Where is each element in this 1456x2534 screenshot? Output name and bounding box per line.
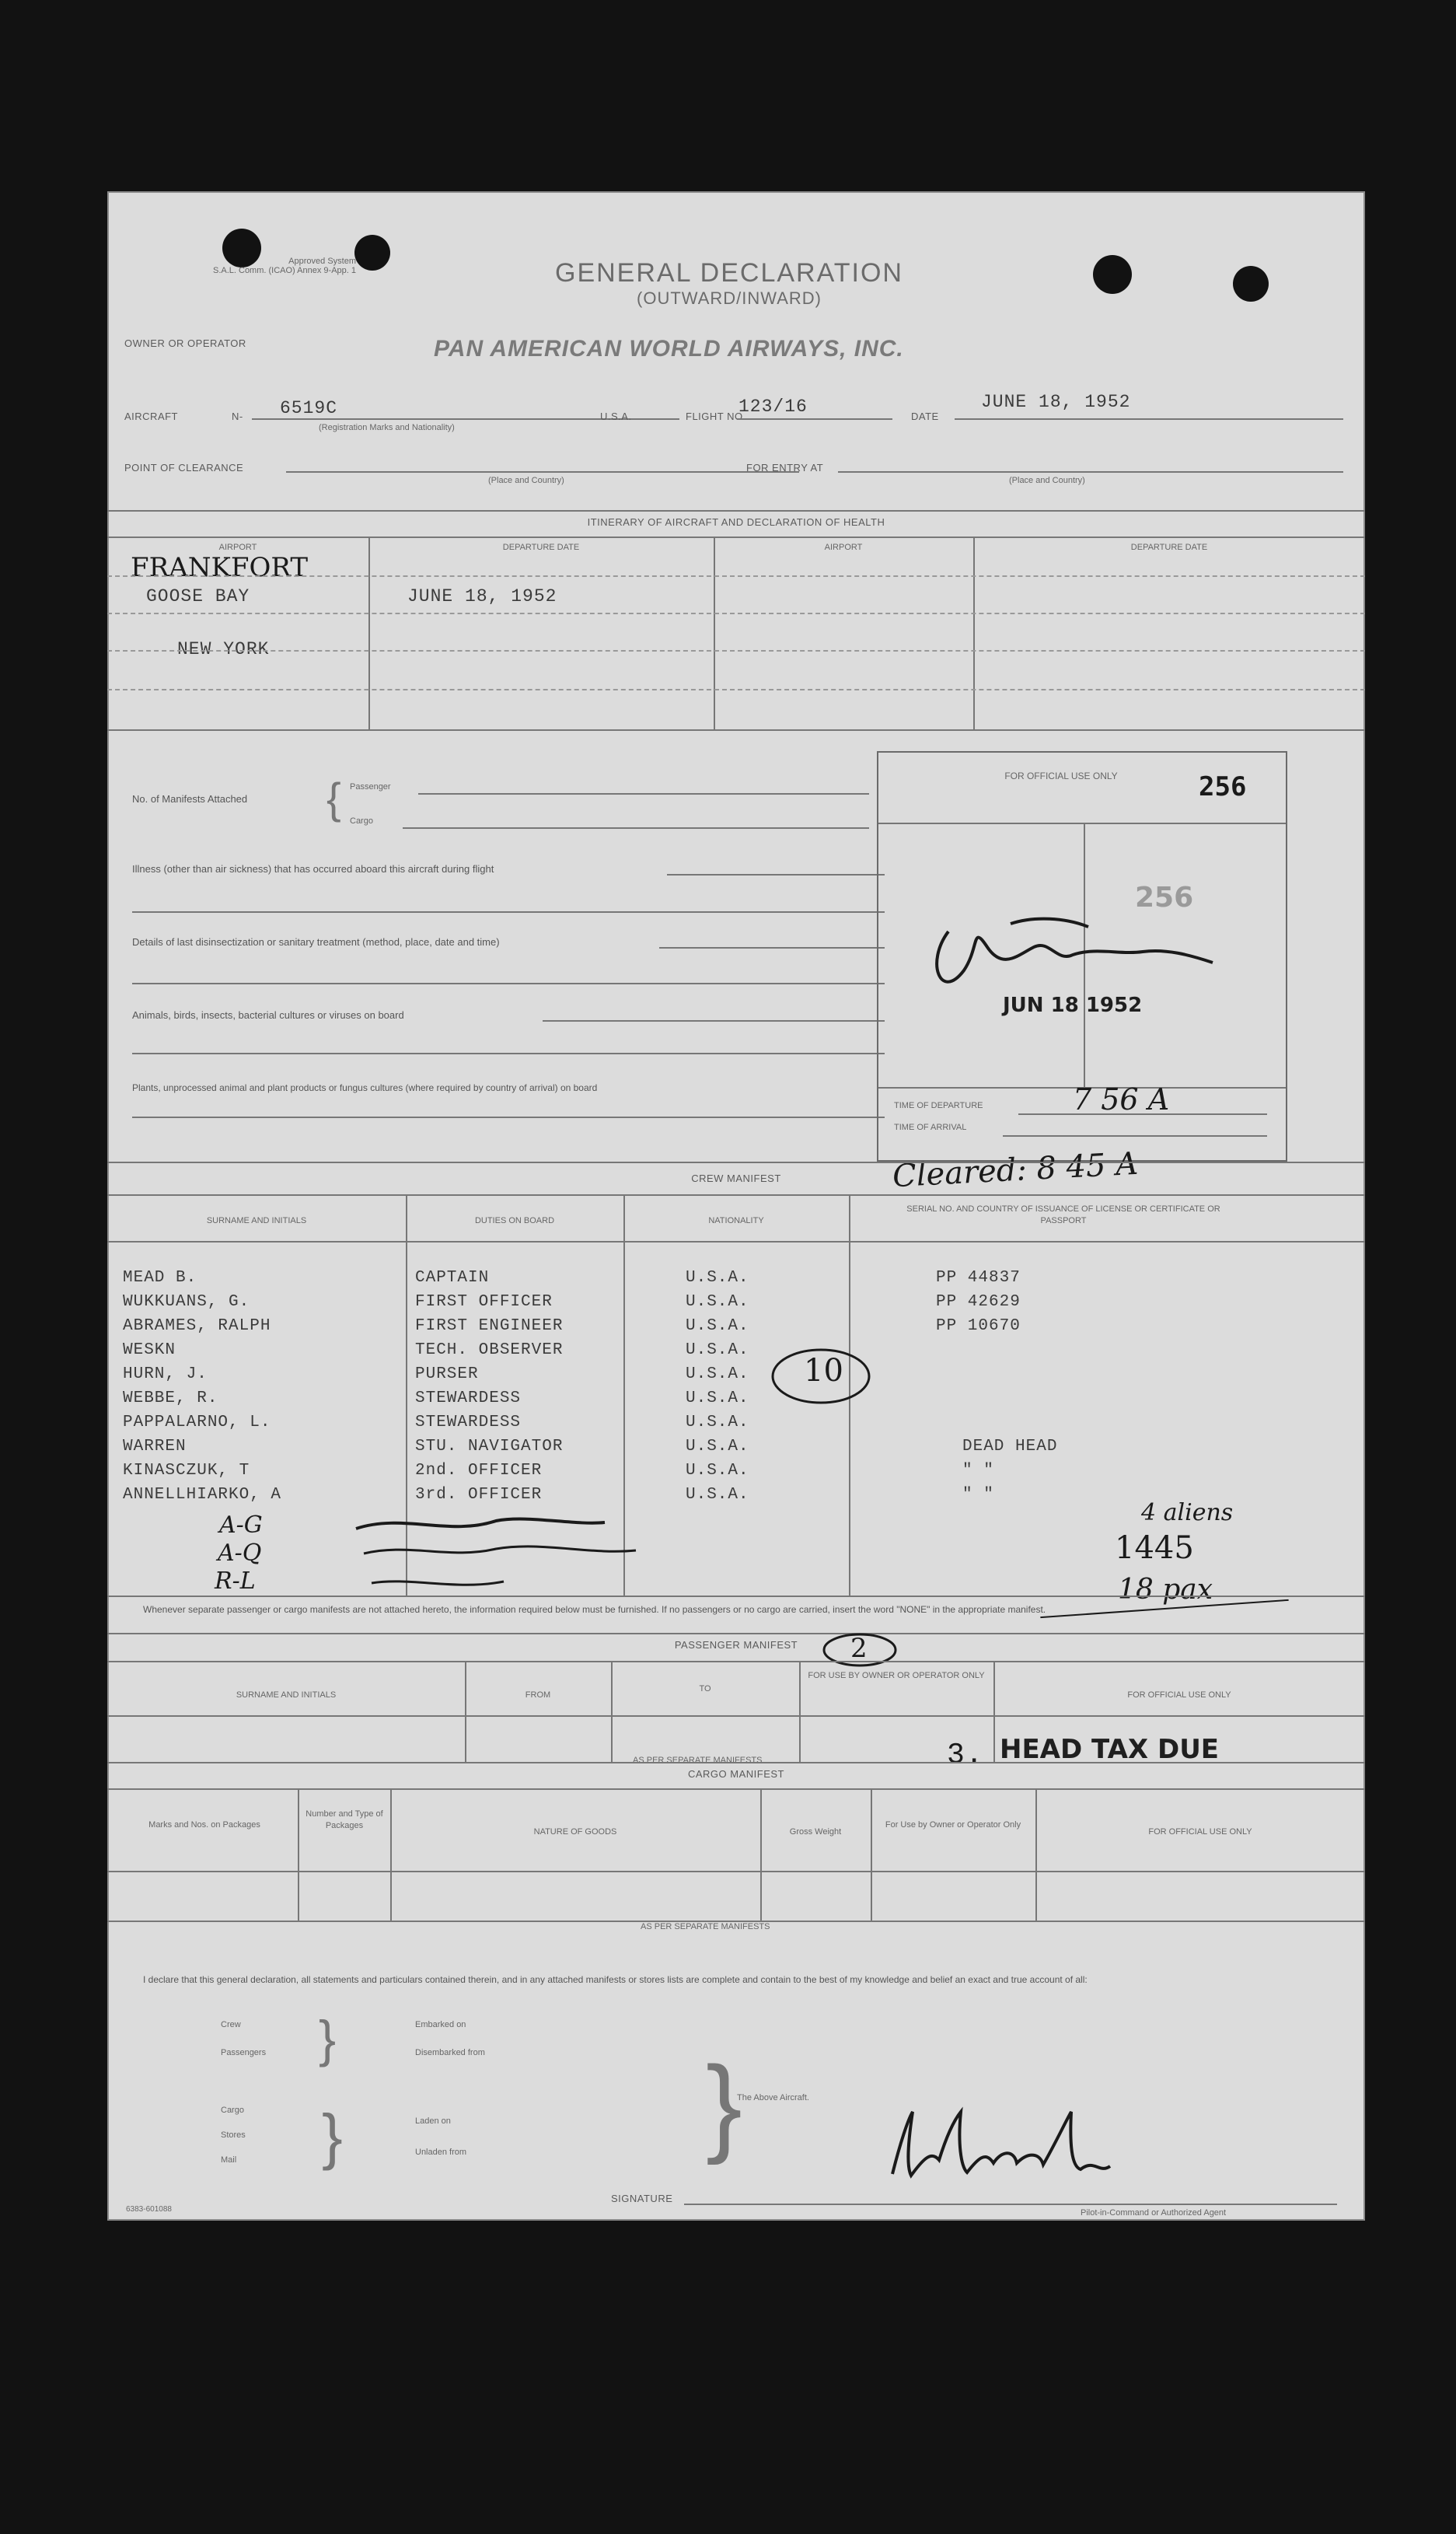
- itin-airport: FRANKFORT: [131, 552, 309, 583]
- row-line: [107, 575, 1365, 577]
- decl-passengers: Passengers: [221, 2048, 267, 2057]
- aircraft-label: AIRCRAFT: [124, 411, 178, 422]
- col-divider: [871, 1788, 872, 1921]
- entry-sub: (Place and Country): [1009, 476, 1085, 485]
- illness-label: Illness (other than air sickness) that has occurred aboard this aircraft during flight: [132, 863, 494, 875]
- crew-duty: STEWARDESS: [415, 1389, 522, 1407]
- manifests-label: No. of Manifests Attached: [132, 793, 248, 805]
- clearance-label: POINT OF CLEARANCE: [124, 462, 244, 474]
- punch-hole: [354, 235, 390, 271]
- country-label: U.S.A.: [600, 411, 632, 422]
- crew-nationality: U.S.A.: [686, 1438, 749, 1456]
- cargo-heading: CARGO MANIFEST: [687, 1768, 784, 1780]
- rule: [107, 1596, 1365, 1597]
- pilot-signature: [877, 2088, 1126, 2197]
- brace: {: [326, 774, 341, 823]
- disinsect-line: [659, 947, 885, 949]
- row-line: [107, 1871, 1365, 1872]
- brace: }: [706, 2043, 742, 2165]
- crew-col-name: SURNAME AND INITIALS: [206, 1216, 307, 1225]
- itin-date: JUNE 18, 1952: [407, 586, 557, 606]
- itin-airport: GOOSE BAY: [146, 586, 250, 606]
- crew-name: ABRAMES, RALPH: [123, 1317, 271, 1335]
- rule: [107, 1661, 1365, 1662]
- form-header: [496, 258, 962, 309]
- cargo-label: Cargo: [350, 816, 373, 826]
- cargo-col-owner: For Use by Owner or Operator Only: [885, 1820, 1021, 1830]
- cargo-line: [403, 827, 869, 829]
- head-tax-stamp: HEAD TAX DUE: [1000, 1734, 1220, 1765]
- form-subtitle: (OUTWARD/INWARD): [637, 288, 822, 308]
- col-divider: [465, 1661, 466, 1762]
- handwritten-scribbles: [340, 1505, 745, 1614]
- row-line: [107, 1241, 1365, 1243]
- crew-license: PP 10670: [936, 1317, 1021, 1335]
- rule: [107, 1921, 1365, 1922]
- cargo-separate: AS PER SEPARATE MANIFESTS: [641, 1922, 770, 1931]
- crew-name: WUKKUANS, G.: [123, 1293, 250, 1311]
- right-note: 1445: [1115, 1530, 1194, 1566]
- crew-duty: PURSER: [415, 1365, 479, 1383]
- pass-col-from: FROM: [525, 1690, 551, 1700]
- flight-line: [737, 418, 892, 420]
- crew-nationality: U.S.A.: [686, 1365, 749, 1383]
- rule: [107, 729, 1365, 731]
- time-departure: 7 56 A: [1073, 1082, 1170, 1117]
- entry-label: FOR ENTRY AT: [746, 462, 824, 474]
- col-divider: [368, 537, 370, 729]
- col-divider: [993, 1661, 995, 1762]
- crew-name: HURN, J.: [123, 1365, 208, 1383]
- declaration-text: I declare that this general declaration, all statements and particulars contained therein, and in any attached manifests or stores lists are complete and contain to the best of my knowledge and belief an exact and true account of all:: [143, 1974, 1088, 1985]
- passenger-circled: 2: [850, 1633, 868, 1664]
- crew-circled-count: 10: [804, 1353, 843, 1389]
- brace: }: [319, 2010, 337, 2067]
- footer-code: 6383-601088: [126, 2205, 172, 2214]
- illness-line: [667, 874, 885, 876]
- crew-duty: TECH. OBSERVER: [415, 1341, 564, 1359]
- crew-nationality: U.S.A.: [686, 1317, 749, 1335]
- decl-mail: Mail: [221, 2155, 237, 2165]
- stamp-date: JUN 18 1952: [1003, 994, 1143, 1017]
- decl-unladen: Unladen from: [415, 2148, 467, 2157]
- crew-nationality: U.S.A.: [686, 1389, 749, 1407]
- row-line: [107, 1762, 1365, 1763]
- aircraft-value: 6519C: [280, 398, 338, 418]
- rule: [107, 1633, 1365, 1634]
- crew-name: WARREN: [123, 1438, 187, 1456]
- decl-cargo: Cargo: [221, 2106, 244, 2115]
- itinerary-heading: ITINERARY OF AIRCRAFT AND DECLARATION OF HEALTH: [587, 516, 885, 528]
- itin-airport: NEW YORK: [177, 639, 270, 659]
- passenger-label: Passenger: [350, 782, 391, 792]
- form-title: GENERAL DECLARATION: [555, 258, 903, 288]
- col-divider: [298, 1788, 299, 1921]
- entry-line: [838, 471, 1343, 473]
- flight-value: 123/16: [738, 397, 808, 417]
- signer-label: Pilot-in-Command or Authorized Agent: [1081, 2208, 1227, 2218]
- crew-nationality: U.S.A.: [686, 1293, 749, 1311]
- crew-name: KINASCZUK, T: [123, 1462, 250, 1480]
- crew-name: PAPPALARNO, L.: [123, 1414, 271, 1431]
- rule: [107, 1194, 1365, 1196]
- rule: [107, 1162, 1365, 1163]
- pass-col-owner: FOR USE BY OWNER OR OPERATOR ONLY: [808, 1671, 985, 1680]
- form-number: Approved System S.A.L. Comm. (ICAO) Annex 9-App. 1: [212, 257, 356, 275]
- row-line: [107, 689, 1365, 690]
- itin-col-departure: DEPARTURE DATE: [502, 543, 580, 552]
- box-rule: [878, 823, 1286, 824]
- crew-nationality: U.S.A.: [686, 1341, 749, 1359]
- rule: [107, 1788, 1365, 1790]
- crew-duty: FIRST OFFICER: [415, 1293, 553, 1311]
- date-line: [955, 418, 1343, 420]
- signature-label: SIGNATURE: [611, 2193, 673, 2204]
- animals-label: Animals, birds, insects, bacterial cultures or viruses on board: [132, 1009, 404, 1021]
- right-note: 18 pax: [1118, 1574, 1213, 1606]
- rule: [107, 537, 1365, 538]
- col-divider: [714, 537, 715, 729]
- animals-line: [132, 1053, 885, 1054]
- decl-laden: Laden on: [415, 2116, 451, 2126]
- date-label: DATE: [911, 411, 939, 422]
- time-departure-label: TIME OF DEPARTURE: [894, 1101, 983, 1110]
- crew-license: PP 44837: [936, 1269, 1021, 1287]
- decl-above: The Above Aircraft.: [737, 2093, 809, 2102]
- row-line: [107, 650, 1365, 652]
- time-arrival-label: TIME OF ARRIVAL: [894, 1123, 967, 1132]
- stamp-number: 256: [1135, 882, 1194, 914]
- itin-col-airport: AIRPORT: [824, 543, 863, 552]
- crew-name: MEAD B.: [123, 1269, 197, 1287]
- passenger-heading: PASSENGER MANIFEST: [674, 1639, 798, 1651]
- owner-value: PAN AMERICAN WORLD AIRWAYS, INC.: [434, 336, 904, 362]
- cargo-col-nature: NATURE OF GOODS: [533, 1827, 617, 1837]
- crew-nationality: U.S.A.: [686, 1462, 749, 1480]
- punch-hole: [1093, 255, 1132, 294]
- crew-duty: CAPTAIN: [415, 1269, 490, 1287]
- animals-line: [543, 1020, 885, 1022]
- owner-label: OWNER OR OPERATOR: [124, 337, 246, 349]
- crew-nationality: U.S.A.: [686, 1269, 749, 1287]
- pass-col-to: TO: [699, 1684, 711, 1693]
- official-use-box: [877, 751, 1287, 1162]
- brace: }: [322, 2102, 343, 2171]
- pass-col-official: FOR OFFICIAL USE ONLY: [1127, 1690, 1231, 1700]
- official-number: 256: [1199, 771, 1247, 802]
- instruction-text: Whenever separate passenger or cargo manifests are not attached hereto, the information required below must be furnished. If no passengers or no cargo are carried, insert the word "NONE" in the appropriate manifest.: [143, 1604, 1046, 1615]
- clearance-sub: (Place and Country): [488, 476, 564, 485]
- hand-note: A-Q: [218, 1540, 262, 1567]
- inspector-signature: [917, 900, 1259, 1001]
- crew-license: PP 42629: [936, 1293, 1021, 1311]
- hand-note: A-G: [219, 1512, 263, 1539]
- disinsect-line: [132, 983, 885, 984]
- crew-duty: STU. NAVIGATOR: [415, 1438, 564, 1456]
- right-note: 4 aliens: [1141, 1499, 1234, 1526]
- decl-stores: Stores: [221, 2130, 246, 2140]
- cargo-col-number: Number and Type of Packages: [306, 1809, 383, 1830]
- date-value: JUNE 18, 1952: [981, 392, 1131, 412]
- col-divider: [973, 537, 975, 729]
- itin-col-departure: DEPARTURE DATE: [1130, 543, 1208, 552]
- cleared-note: Cleared: 8 45 A: [892, 1145, 1140, 1195]
- signature-line: [684, 2204, 1337, 2205]
- row-line: [107, 1715, 1365, 1717]
- crew-nationality: U.S.A.: [686, 1486, 749, 1504]
- illness-line: [132, 911, 885, 913]
- aircraft-prefix: N-: [232, 411, 243, 422]
- decl-disembarked: Disembarked from: [415, 2048, 485, 2057]
- crew-name: WESKN: [123, 1341, 176, 1359]
- crew-duty: 3rd. OFFICER: [415, 1486, 543, 1504]
- clearance-line: [286, 471, 799, 473]
- disinsect-label: Details of last disinsectization or sanitary treatment (method, place, date and time): [132, 936, 500, 948]
- col-divider: [760, 1788, 762, 1921]
- crew-col-nat: NATIONALITY: [708, 1216, 764, 1225]
- pass-col-name: SURNAME AND INITIALS: [236, 1690, 337, 1700]
- crew-heading: CREW MANIFEST: [691, 1173, 781, 1184]
- punch-hole: [1233, 266, 1269, 302]
- col-divider: [611, 1661, 613, 1762]
- crew-license: " ": [962, 1486, 994, 1504]
- crew-duty: 2nd. OFFICER: [415, 1462, 543, 1480]
- decl-embarked: Embarked on: [415, 2020, 466, 2029]
- crew-nationality: U.S.A.: [686, 1414, 749, 1431]
- official-header: FOR OFFICIAL USE ONLY: [1004, 771, 1118, 781]
- declaration-form: [107, 191, 1365, 2221]
- crew-duty: FIRST ENGINEER: [415, 1317, 564, 1335]
- passenger-line: [418, 793, 869, 795]
- crew-col-license: SERIAL NO. AND COUNTRY OF ISSUANCE OF LICENSE OR CERTIFICATE OR PASSPORT: [906, 1204, 1220, 1225]
- crew-name: ANNELLHIARKO, A: [123, 1486, 282, 1504]
- cargo-col-weight: Gross Weight: [789, 1827, 842, 1837]
- hand-note: R-L: [215, 1568, 256, 1595]
- crew-name: WEBBE, R.: [123, 1389, 218, 1407]
- cargo-col-official: FOR OFFICIAL USE ONLY: [1148, 1827, 1252, 1837]
- rule: [107, 510, 1365, 512]
- itin-col-airport: AIRPORT: [218, 543, 257, 552]
- flight-label: FLIGHT NO: [686, 411, 743, 422]
- plants-line: [132, 1117, 885, 1118]
- crew-col-duty: DUTIES ON BOARD: [474, 1216, 555, 1225]
- time-line: [1003, 1135, 1267, 1137]
- row-line: [107, 613, 1365, 614]
- cargo-col-marks: Marks and Nos. on Packages: [148, 1820, 260, 1830]
- crew-license: DEAD HEAD: [962, 1438, 1058, 1456]
- crew-duty: STEWARDESS: [415, 1414, 522, 1431]
- passenger-count: 3.: [947, 1739, 984, 1772]
- col-divider: [1035, 1788, 1037, 1921]
- decl-crew: Crew: [221, 2020, 241, 2029]
- plants-label: Plants, unprocessed animal and plant products or fungus cultures (where required by country of arrival) on board: [132, 1082, 598, 1093]
- aircraft-sub: (Registration Marks and Nationality): [319, 423, 455, 432]
- pass-separate: AS PER SEPARATE MANIFESTS: [633, 1756, 763, 1765]
- crew-license: " ": [962, 1462, 994, 1480]
- col-divider: [390, 1788, 392, 1921]
